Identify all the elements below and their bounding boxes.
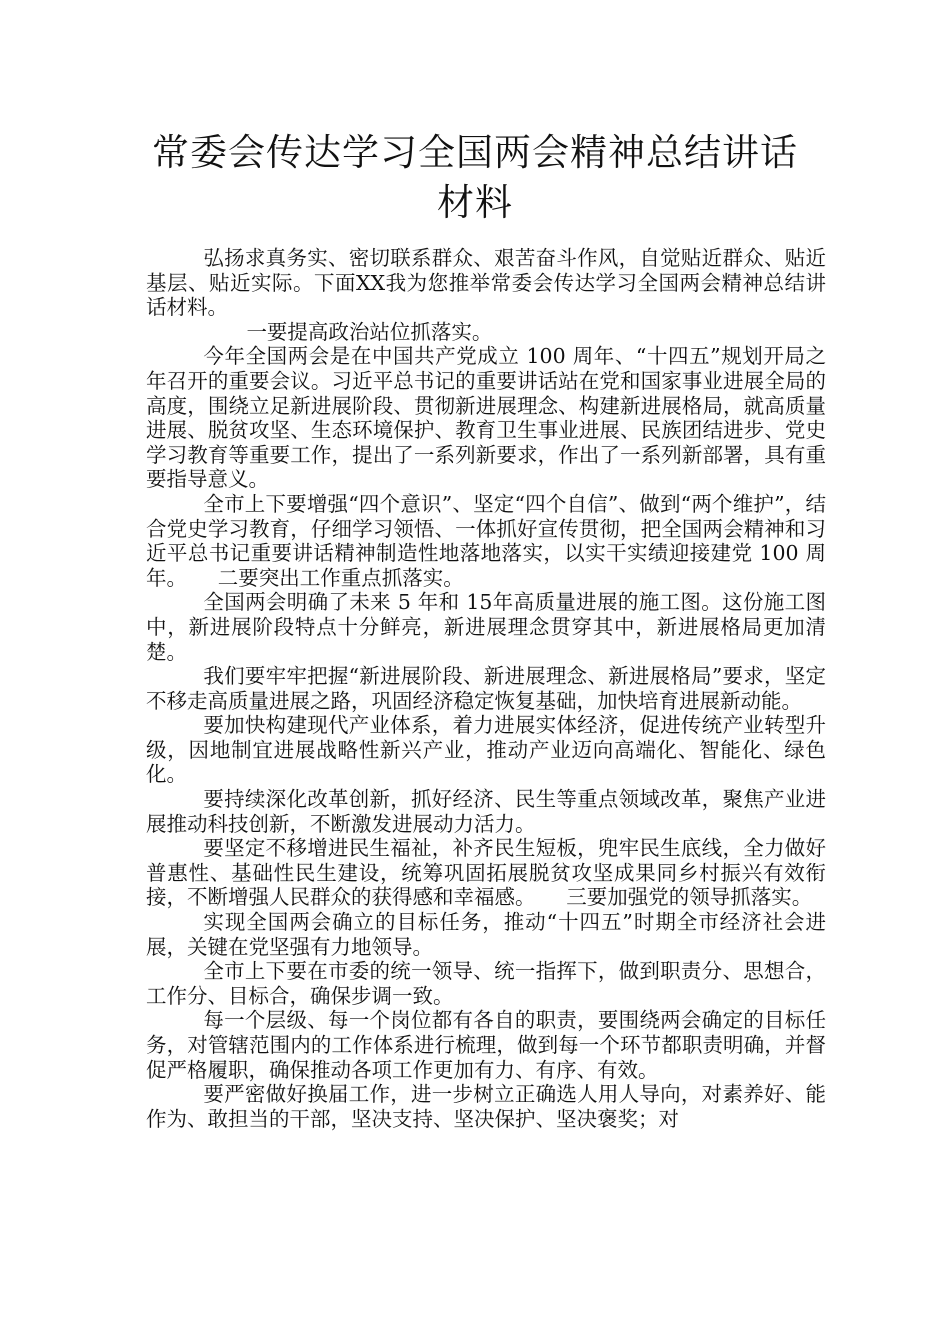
paragraph-intro: 弘扬求真务实、密切联系群众、艰苦奋斗作风，自觉贴近群众、贴近基层、贴近实际。下面XX我为您推举常委会传达学习全国两会精神总结讲话材料。	[146, 246, 826, 320]
paragraph: 要坚定不移增进民生福祉，补齐民生短板，兜牢民生底线，全力做好普惠性、基础性民生建设，统筹巩固拓展脱贫攻坚成果同乡村振兴有效衔接，不断增强人民群众的获得感和幸福感。 三要加强党的领导抓落实。	[146, 836, 826, 910]
paragraph: 今年全国两会是在中国共产党成立 100 周年、“十四五”规划开局之年召开的重要会议。习近平总书记的重要讲话站在党和国家事业进展全局的高度，围绕立足新进展阶段、贯彻新进展理念、构建新进展格局，就高质量进展、脱贫攻坚、生态环境保护、教育卫生事业进展、民族团结进步、党史学习教育等重要工作，提出了一系列新要求，作出了一系列新部署，具有重要指导意义。	[146, 344, 826, 492]
paragraph: 要加快构建现代产业体系，着力进展实体经济，促进传统产业转型升级，因地制宜进展战略性新兴产业，推动产业迈向高端化、智能化、绿色化。	[146, 713, 826, 787]
section-heading-1: 一要提高政治站位抓落实。	[246, 319, 493, 344]
paragraph: 要严密做好换届工作，进一步树立正确选人用人导向，对素养好、能作为、敢担当的干部，坚决支持、坚决保护、坚决褒奖；对	[146, 1082, 826, 1131]
paragraph: 全市上下要在市委的统一领导、统一指挥下，做到职责分、思想合，工作分、目标合，确保步调一致。	[146, 959, 826, 1008]
document-body	[146, 246, 826, 1131]
paragraph: 要持续深化改革创新，抓好经济、民生等重点领域改革，聚焦产业进展推动科技创新，不断激发进展动力活力。	[146, 787, 826, 836]
paragraph: 我们要牢牢把握“新进展阶段、新进展理念、新进展格局”要求，坚定不移走高质量进展之路，巩固经济稳定恢复基础，加快培育进展新动能。	[146, 664, 826, 713]
paragraph: 每一个层级、每一个岗位都有各自的职责，要围绕两会确定的目标任务，对管辖范围内的工作体系进行梳理，做到每一个环节都职责明确，并督促严格履职，确保推动各项工作更加有力、有序、有效。	[146, 1008, 826, 1082]
document-title: 常委会传达学习全国两会精神总结讲话材料	[152, 131, 798, 224]
paragraph: 全国两会明确了未来 5 年和 15年高质量进展的施工图。这份施工图中，新进展阶段特点十分鲜亮，新进展理念贯穿其中，新进展格局更加清楚。	[146, 590, 826, 664]
paragraph: 实现全国两会确立的目标任务，推动“十四五”时期全市经济社会进展，关键在党坚强有力地领导。	[146, 910, 826, 959]
paragraph: 全市上下要增强“四个意识”、坚定“四个自信”、做到“两个维护”，结合党史学习教育，仔细学习领悟、一体抓好宣传贯彻，把全国两会精神和习近平总书记重要讲话精神制造性地落地落实，以实干实绩迎接建党 100 周年。 二要突出工作重点抓落实。	[146, 491, 826, 590]
